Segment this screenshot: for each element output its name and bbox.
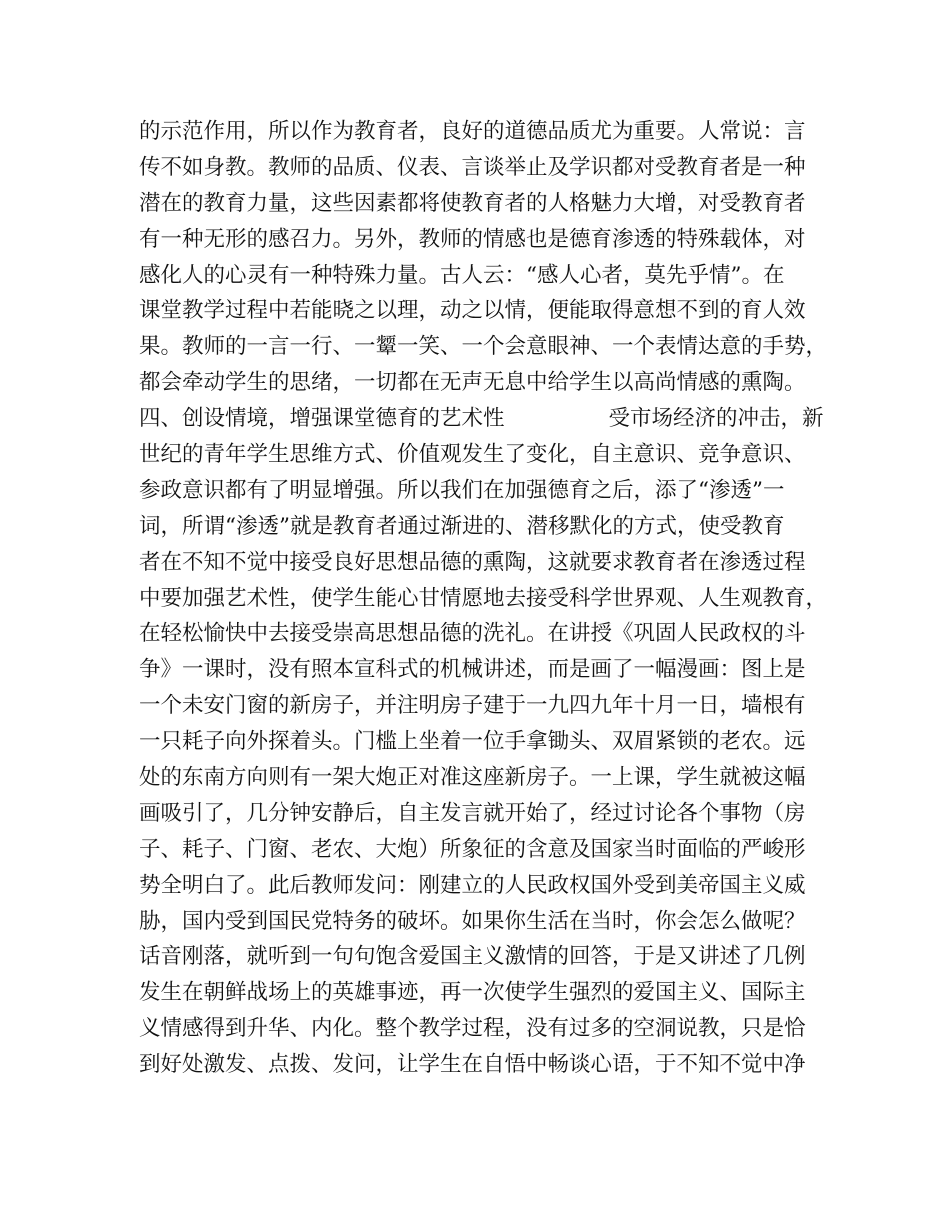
text-line: 发生在朝鲜战场上的英雄事迹，再一次使学生强烈的爱国主义、国际主	[139, 980, 806, 1006]
body-text	[139, 114, 829, 1083]
text-line: 参政意识都有了明显增强。所以我们在加强德育之后，添了“渗透”一	[139, 477, 785, 503]
text-line: 果。教师的一言一行、一颦一笑、一个会意眼神、一个表情达意的手势，	[139, 334, 828, 360]
text-line: 胁，国内受到国民党特务的破坏。如果你生活在当时，你会怎么做呢？	[139, 908, 806, 934]
text-line: 词，所谓“渗透”就是教育者通过渐进的、潜移默化的方式，使受教育	[139, 513, 785, 539]
text-line: 义情感得到升华、内化。整个教学过程，没有过多的空洞说教，只是恰	[139, 1016, 806, 1042]
text-line: 一个未安门窗的新房子，并注明房子建于一九四九年十月一日，墙根有	[139, 693, 806, 719]
text-line: 者在不知不觉中接受良好思想品德的熏陶，这就要求教育者在渗透过程	[139, 549, 806, 575]
text-line: 的示范作用，所以作为教育者，良好的道德品质尤为重要。人常说：言	[139, 119, 806, 144]
text-line: 到好处激发、点拨、发问，让学生在自悟中畅谈心语，于不知不觉中净	[139, 1052, 806, 1078]
text-line: 一只耗子向外探着头。门槛上坐着一位手拿锄头、双眉紧锁的老农。远	[139, 729, 806, 755]
text-line: 潜在的教育力量，这些因素都将使教育者的人格魅力大增，对受教育者	[139, 190, 806, 216]
text-line: 势全明白了。此后教师发问：刚建立的人民政权国外受到美帝国主义威	[139, 872, 806, 898]
text-line: 感化人的心灵有一种特殊力量。古人云：“感人心者，莫先乎情”。在	[139, 262, 785, 288]
text-line: 处的东南方向则有一架大炮正对准这座新房子。一上课，学生就被这幅	[139, 765, 806, 791]
text-line: 争》一课时，没有照本宣科式的机械讲述，而是画了一幅漫画：图上是	[139, 657, 806, 683]
text-line: 画吸引了，几分钟安静后，自主发言就开始了，经过讨论各个事物（房	[139, 800, 806, 826]
text-line: 都会牵动学生的思绪，一切都在无声无息中给学生以高尚情感的熏陶。	[139, 370, 806, 396]
text-line: 有一种无形的感召力。另外，教师的情感也是德育渗透的特殊载体，对	[139, 226, 806, 252]
text-line: 世纪的青年学生思维方式、价值观发生了变化，自主意识、竞争意识、	[139, 442, 806, 468]
section-heading: 四、创设情境，增强课堂德育的艺术性	[139, 406, 505, 432]
text-line: 在轻松愉快中去接受崇高思想品德的洗礼。在讲授《巩固人民政权的斗	[139, 621, 806, 647]
section-heading-line	[139, 401, 829, 437]
text-line: 子、耗子、门窗、老农、大炮）所象征的含意及国家当时面临的严峻形	[139, 836, 806, 862]
text-line: 中要加强艺术性，使学生能心甘情愿地去接受科学世界观、人生观教育，	[139, 585, 828, 611]
text-line: 课堂教学过程中若能晓之以理，动之以情，便能取得意想不到的育人效	[139, 298, 806, 324]
text-line: 话音刚落，就听到一句句饱含爱国主义激情的回答，于是又讲述了几例	[139, 944, 806, 970]
text-line: 传不如身教。教师的品质、仪表、言谈举止及学识都对受教育者是一种	[139, 154, 806, 180]
section-first-line-text: 受市场经济的冲击，新	[608, 406, 824, 432]
